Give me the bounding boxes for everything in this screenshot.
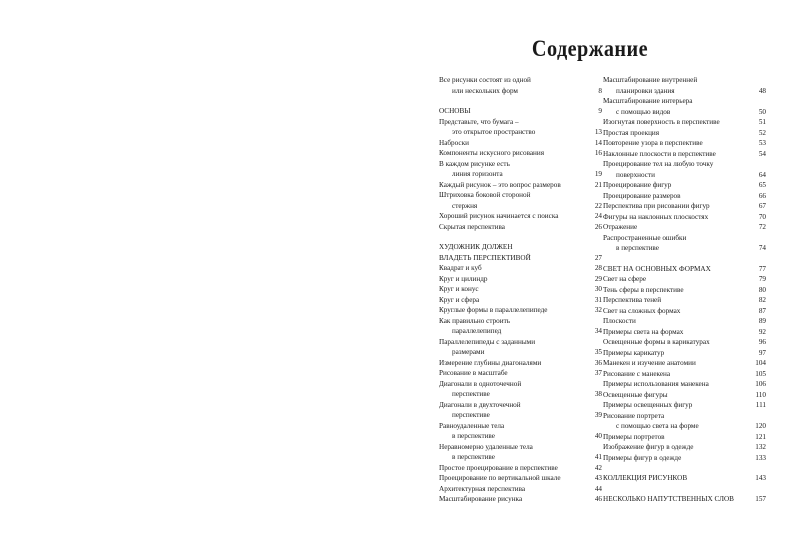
toc-entry-page: 132 [755, 443, 766, 451]
toc-entry-title: Примеры фигур в одежде [603, 453, 682, 462]
toc-entry-title: Свет на сфере [603, 275, 647, 283]
toc-entry-page: 97 [758, 348, 766, 357]
toc-entry-title: Как правильно строить [439, 316, 511, 325]
toc-entry [439, 180, 602, 191]
toc-entry-page: 157 [755, 494, 766, 503]
toc-entry [439, 484, 602, 495]
toc-entry [603, 201, 766, 212]
toc-entry-title: В каждом рисунке есть [439, 159, 510, 168]
toc-entry-page: 121 [755, 432, 766, 441]
toc-entry [603, 295, 766, 306]
toc-entry-title: ХУДОЖНИК ДОЛЖЕН [439, 243, 513, 251]
toc-entry-title: Примеры использования манекена [603, 380, 709, 388]
toc-entry-page: 44 [594, 484, 602, 493]
toc-entry-title: в перспективе [616, 244, 659, 252]
toc-entry-title: Наклонные плоскости в перспективе [603, 149, 716, 158]
toc-entry [439, 295, 602, 306]
toc-entry-page: 143 [755, 474, 766, 482]
toc-entry-title: Параллелепипеды с заданными [439, 337, 536, 346]
toc-entry-page: 72 [758, 223, 766, 231]
toc-entry-page: 14 [594, 138, 602, 147]
toc-entry [439, 358, 602, 369]
toc-entry [603, 233, 766, 254]
toc-entry [439, 75, 602, 96]
toc-entry [603, 212, 766, 223]
toc-entry-title: КОЛЛЕКЦИЯ РИСУНКОВ [603, 474, 688, 482]
toc-entry-page: 53 [758, 139, 766, 147]
toc-entry [439, 190, 602, 211]
toc-entry [603, 369, 766, 380]
toc-entry [603, 337, 766, 348]
toc-entry-title: Представьте, что бумага – [439, 117, 519, 126]
toc-entry-page: 77 [758, 264, 766, 273]
toc-entry-title: Архитектурная перспектива [439, 484, 526, 493]
toc-entry-title: с помощью видов [616, 107, 671, 116]
toc-entry-title: или нескольких форм [452, 86, 518, 95]
toc-entry-page: 65 [758, 181, 766, 189]
toc-entry [603, 264, 766, 275]
toc-entry [603, 390, 766, 401]
toc-entry-page: 106 [755, 380, 766, 388]
toc-entry [439, 473, 602, 484]
toc-entry-page: 31 [594, 295, 602, 304]
toc-entry-title: Простая проекция [603, 128, 660, 137]
toc-entry-title: Хороший рисунок начинается с поиска [439, 212, 559, 220]
toc-entry-page: 13 [594, 128, 602, 136]
toc-entry-title: ОСНОВЫ [439, 107, 471, 115]
toc-entry [603, 306, 766, 317]
toc-entry [603, 316, 766, 327]
toc-entry-title: линия горизонта [452, 170, 503, 178]
toc-entry-title: НЕСКОЛЬКО НАПУТСТВЕННЫХ СЛОВ [603, 494, 734, 503]
toc-entry-title: Каждый рисунок – это вопрос размеров [439, 180, 561, 189]
toc-entry-page: 42 [594, 463, 602, 472]
toc-entry [603, 180, 766, 191]
toc-entry-title: Отражение [603, 223, 638, 231]
toc-entry [603, 400, 766, 411]
toc-entry-page: 22 [594, 201, 602, 210]
toc-entry [439, 316, 602, 337]
toc-entry [439, 159, 602, 180]
toc-entry-page: 92 [758, 327, 766, 336]
toc-entry [603, 75, 766, 96]
toc-entry-page: 34 [594, 327, 602, 335]
toc-entry-title: Компоненты искусного рисования [439, 149, 545, 157]
toc-entry [603, 138, 766, 149]
toc-entry-page: 48 [758, 86, 766, 95]
toc-entry-title: Неравномерно удаленные тела [439, 442, 533, 451]
toc-entry-title: Перспектива при рисовании фигур [603, 202, 710, 210]
toc-entry [439, 421, 602, 442]
toc-entry-title: Манекен и изучение анатомии [603, 359, 696, 367]
toc-entry-title: Проецирование фигур [603, 181, 672, 189]
toc-entry [603, 442, 766, 453]
toc-entry-page: 39 [594, 411, 602, 419]
toc-entry-page: 104 [755, 359, 766, 367]
toc-entry [603, 432, 766, 443]
toc-entry-title: в перспективе [452, 432, 495, 440]
toc-entry-title: Изогнутая поверхность в перспективе [603, 118, 720, 126]
toc-entry-title: Равноудаленные тела [439, 421, 505, 430]
toc-entry [603, 379, 766, 390]
toc-entry [603, 327, 766, 338]
toc-entry-page: 27 [594, 253, 602, 262]
toc-entry [439, 211, 602, 222]
toc-entry [603, 411, 766, 432]
toc-entry [439, 242, 602, 263]
toc-entry-title: Квадрат и куб [439, 264, 482, 272]
toc-entry-title: ВЛАДЕТЬ ПЕРСПЕКТИВОЙ [439, 253, 531, 262]
toc-entry-page: 43 [594, 474, 602, 482]
toc-entry-title: Рисование с манекена [603, 369, 671, 378]
toc-entry-title: Перспектива теней [603, 296, 662, 304]
toc-entry [439, 379, 602, 400]
toc-entry-title: Круглые формы в параллелепипеде [439, 306, 548, 314]
toc-entry-title: Наброски [439, 138, 469, 147]
toc-entry-page: 32 [594, 306, 602, 314]
toc-entry-title: стержня [452, 201, 478, 210]
toc-entry-page: 82 [758, 296, 766, 304]
toc-entry-page: 66 [758, 191, 766, 200]
toc-entry-page: 24 [594, 212, 602, 220]
toc-entry-page: 46 [594, 495, 602, 503]
toc-entry-page: 87 [758, 306, 766, 315]
toc-entry-title: Диагонали в двухточечной [439, 400, 521, 409]
toc-entry-title: Фигуры на наклонных плоскостях [603, 212, 709, 221]
toc-right-column [603, 75, 766, 504]
toc-left-column [439, 75, 602, 505]
toc-entry-title: перспективе [452, 411, 490, 419]
toc-entry-page: 21 [594, 180, 602, 189]
toc-entry-title: Примеры света на формах [603, 327, 684, 336]
toc-entry [439, 148, 602, 159]
toc-entry-page: 51 [758, 118, 766, 126]
toc-entry [439, 442, 602, 463]
toc-entry-page: 105 [755, 369, 766, 378]
toc-entry-page: 16 [594, 149, 602, 157]
toc-entry-page: 35 [594, 348, 602, 356]
toc-entry [603, 159, 766, 180]
toc-entry-page: 111 [755, 401, 766, 409]
toc-entry-title: Повторение узора в перспективе [603, 139, 703, 147]
toc-entry-page: 110 [755, 390, 766, 399]
toc-entry-page: 36 [594, 358, 602, 367]
toc-entry-page: 80 [758, 285, 766, 294]
toc-entry-title: Скрытая перспектива [439, 222, 505, 231]
toc-entry [439, 494, 602, 505]
toc-entry-page: 133 [755, 453, 766, 462]
toc-entry-title: Простое проецирование в перспективе [439, 463, 558, 472]
toc-entry-title: Круг и конус [439, 285, 479, 293]
toc-entry-page: 28 [594, 264, 602, 272]
toc-entry [603, 274, 766, 285]
toc-entry-page: 37 [594, 369, 602, 377]
toc-entry [603, 117, 766, 128]
toc-entry [603, 285, 766, 296]
toc-entry-title: перспективе [452, 390, 490, 398]
toc-entry-title: в перспективе [452, 453, 495, 461]
toc-entry [603, 149, 766, 160]
toc-entry-title: это открытое пространство [452, 128, 536, 136]
toc-entry [603, 348, 766, 359]
toc-entry-title: Диагонали в одноточечной [439, 379, 522, 388]
toc-entry [603, 473, 766, 484]
toc-entry [439, 274, 602, 285]
toc-entry [439, 106, 602, 117]
toc-entry-title: Проецирование по вертикальной шкале [439, 474, 561, 482]
toc-entry-page: 120 [755, 422, 766, 430]
toc-entry [603, 191, 766, 202]
toc-entry-title: Освещенные фигуры [603, 390, 668, 399]
toc-entry [439, 305, 602, 316]
toc-entry [603, 222, 766, 233]
toc-entry-title: Рисование в масштабе [439, 369, 508, 377]
toc-entry-title: Масштабирование рисунка [439, 495, 523, 503]
toc-entry-page: 30 [594, 285, 602, 293]
toc-entry-title: размерами [452, 348, 485, 356]
toc-entry-page: 96 [758, 338, 766, 346]
toc-entry-page: 50 [758, 107, 766, 116]
toc-entry-title: Распространенные ошибки [603, 233, 687, 242]
toc-entry-page: 9 [598, 107, 602, 115]
toc-entry-title: Все рисунки состоят из одной [439, 76, 531, 84]
toc-entry [603, 358, 766, 369]
toc-entry-title: Проецирование размеров [603, 191, 681, 200]
toc-entry [439, 284, 602, 295]
toc-entry [439, 222, 602, 233]
page-title: Содержание [531, 36, 649, 61]
toc-entry-page: 8 [598, 86, 602, 95]
toc-entry-title: Плоскости [603, 317, 636, 325]
toc-entry-title: Проецирование тел на любую точку [603, 160, 714, 168]
toc-entry [603, 96, 766, 117]
toc-entry [439, 368, 602, 379]
toc-entry-page: 54 [758, 149, 766, 158]
toc-entry-title: Примеры карикатур [603, 348, 665, 357]
toc-entry [439, 263, 602, 274]
toc-entry-page: 38 [594, 390, 602, 398]
toc-entry-page: 67 [758, 202, 766, 210]
toc-entry [603, 494, 766, 505]
toc-entry [439, 463, 602, 474]
toc-entry-title: Круг и цилиндр [439, 274, 488, 283]
toc-entry-page: 40 [594, 432, 602, 440]
toc-entry-title: Тень сферы в перспективе [603, 285, 684, 294]
toc-entry-title: Масштабирование внутренней [603, 76, 698, 84]
toc-entry [603, 128, 766, 139]
toc-entry [439, 117, 602, 138]
toc-entry-title: Штриховка боковой стороной [439, 191, 531, 199]
toc-entry-title: планировки здания [616, 86, 675, 95]
toc-entry [439, 337, 602, 358]
toc-entry-title: Примеры освещенных фигур [603, 401, 693, 409]
toc-entry-page: 29 [594, 274, 602, 283]
toc-entry-title: Масштабирование интерьера [603, 97, 693, 105]
toc-entry-title: СВЕТ НА ОСНОВНЫХ ФОРМАХ [603, 264, 711, 273]
toc-entry [439, 138, 602, 149]
toc-entry-title: Круг и сфера [439, 295, 480, 304]
toc-entry-title: Примеры портретов [603, 432, 665, 441]
toc-entry-page: 19 [594, 170, 602, 178]
toc-entry-title: Свет на сложных формах [603, 306, 681, 315]
toc-entry-page: 79 [758, 275, 766, 283]
toc-entry-title: Рисование портрета [603, 411, 665, 420]
toc-entry [439, 400, 602, 421]
toc-entry-page: 26 [594, 222, 602, 231]
toc-entry-page: 52 [758, 128, 766, 137]
toc-entry-title: Изображение фигур в одежде [603, 443, 694, 451]
toc-entry-title: Измерение глубины диагоналями [439, 358, 542, 367]
toc-entry-page: 74 [758, 244, 766, 252]
toc-entry-title: Освещенные формы в карикатурах [603, 338, 710, 346]
toc-entry [603, 453, 766, 464]
toc-entry-title: с помощью света на форме [616, 422, 699, 430]
toc-entry-title: поверхности [616, 170, 655, 179]
toc-entry-page: 64 [758, 170, 766, 179]
toc-entry-title: параллелепипед [452, 327, 502, 335]
toc-entry-page: 41 [594, 453, 602, 461]
toc-entry-page: 89 [758, 317, 766, 325]
toc-entry-page: 70 [758, 212, 766, 221]
